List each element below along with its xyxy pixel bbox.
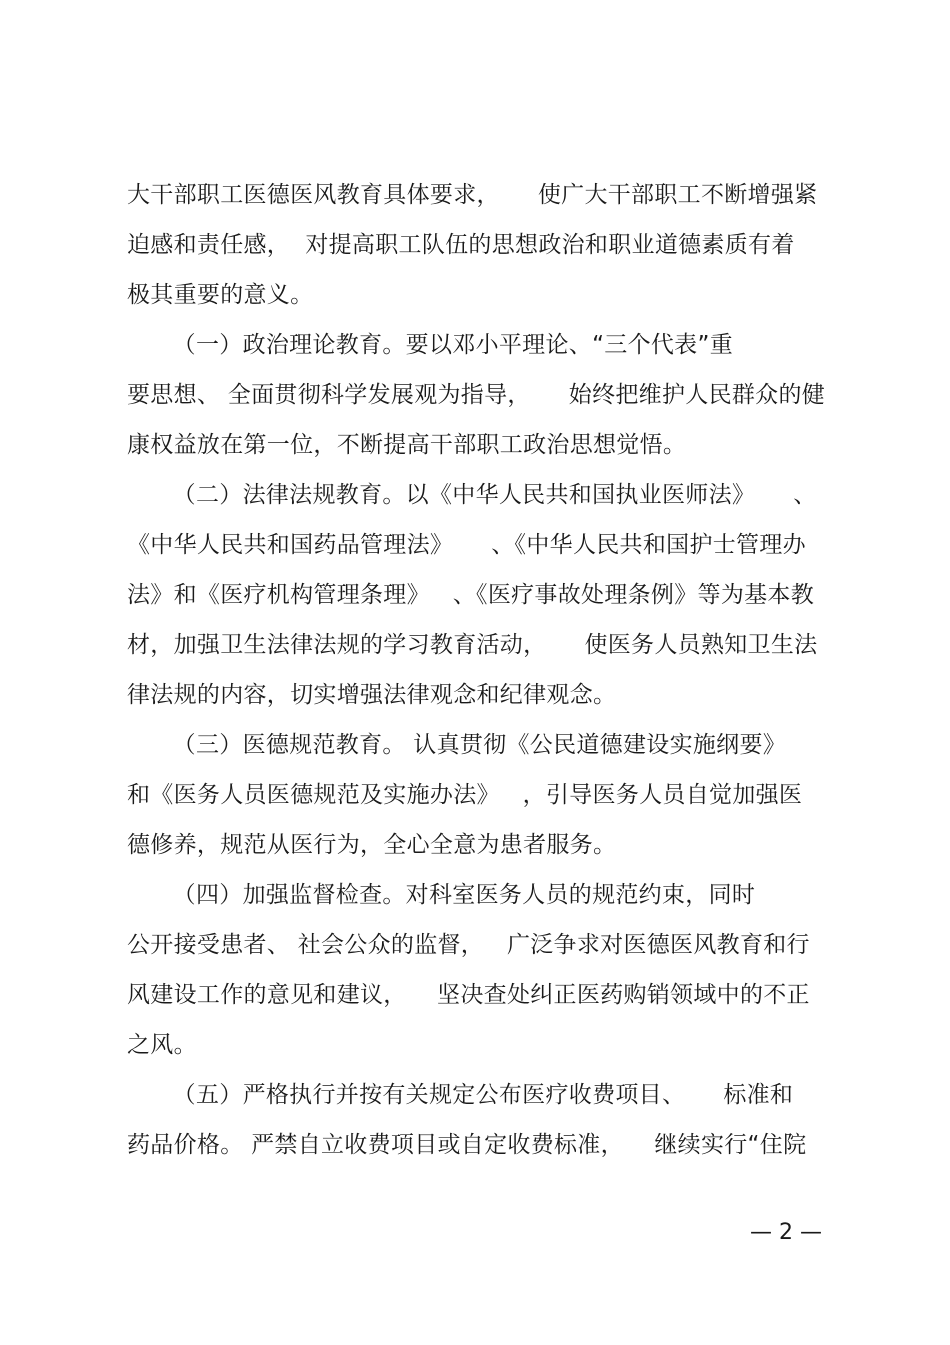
text-line: 和《医务人员医德规范及实施办法》 ，引导医务人员自觉加强医: [127, 782, 803, 808]
paragraph-heading-line: （四）加强监督检查。对科室医务人员的规范约束，同时: [127, 882, 756, 908]
text-line: 法》和《医疗机构管理条理》 、《医疗事故处理条例》等为基本教: [127, 582, 815, 608]
text-line: 《中华人民共和国药品管理法》 、《中华人民共和国护士管理办: [127, 532, 806, 558]
text-line: 大干部职工医德医风教育具体要求， 使广大干部职工不断增强紧: [127, 182, 818, 208]
paragraph-heading-line: （三）医德规范教育。 认真贯彻《公民道德建设实施纲要》: [127, 732, 787, 758]
text-line: 极其重要的意义。: [127, 282, 314, 308]
text-line: 公开接受患者、 社会公众的监督， 广泛争求对医德医风教育和行: [127, 932, 810, 958]
text-line: 德修养，规范从医行为，全心全意为患者服务。: [127, 832, 617, 858]
text-line: 要思想、 全面贯彻科学发展观为指导， 始终把维护人民群众的健: [127, 382, 826, 408]
text-line: 材，加强卫生法律法规的学习教育活动， 使医务人员熟知卫生法: [127, 632, 818, 658]
paragraph-heading-line: （一）政治理论教育。要以邓小平理论、“三个代表”重: [127, 332, 733, 358]
paragraph-heading-line: （五）严格执行并按有关规定公布医疗收费项目、 标准和: [127, 1082, 794, 1108]
text-line: 迫感和责任感， 对提高职工队伍的思想政治和职业道德素质有着: [127, 232, 795, 258]
text-line: 风建设工作的意见和建议， 坚决查处纠正医药购销领域中的不正: [127, 982, 810, 1008]
text-line: 律法规的内容，切实增强法律观念和纪律观念。: [127, 682, 617, 708]
page-number: — 2 —: [750, 1220, 822, 1245]
text-line: 药品价格。 严禁自立收费项目或自定收费标准， 继续实行“住院: [127, 1132, 807, 1158]
text-line: 之风。: [127, 1032, 197, 1058]
text-line: 康权益放在第一位，不断提高干部职工政治思想觉悟。: [127, 432, 687, 458]
paragraph-heading-line: （二）法律法规教育。以《中华人民共和国执业医师法》 、: [127, 482, 817, 508]
